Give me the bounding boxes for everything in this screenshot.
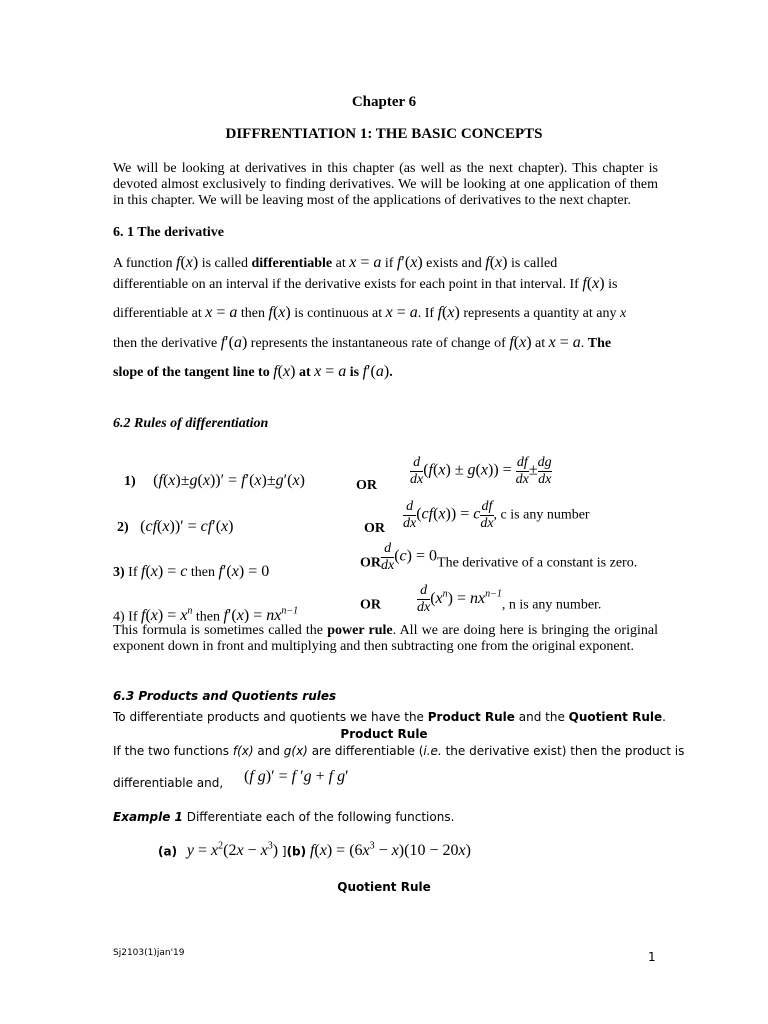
product-rule-line-1: If the two functions f(x) and g(x) are differentiable (i.e. the derivative exist) then the product is xyxy=(113,744,685,758)
rule-4-leibniz: OR $\frac{d}{dx}$ $(x^n) = nx^{n-1}$, n is any number. xyxy=(360,583,602,615)
rule-3-leibniz: OR $\frac{d}{dx}$ (c) = 0The derivative of a constant is zero. xyxy=(360,541,638,573)
derivative-line-3: differentiable at x = a then f(x) is continuous at x = a. If f(x) represents a quantity at any x xyxy=(113,304,627,321)
rule-2: 2) (cf(x))′ = cf′(x) xyxy=(117,518,234,535)
footer-code: Sj2103(1)jan'19 xyxy=(113,948,185,958)
derivative-line-4: then the derivative f′(a) represents the instantaneous rate of change of f(x) at x = a. The xyxy=(113,334,612,351)
chapter-label: Chapter 6 xyxy=(351,94,417,110)
section-heading-derivative: 6. 1 The derivative xyxy=(113,225,224,240)
chapter-title: DIFFRENTIATION 1: THE BASIC CONCEPTS xyxy=(225,126,543,142)
product-rule-formula: (f g)′ = f ′g + f g′ xyxy=(244,768,349,785)
rule-1-leibniz: $\frac{d}{dx}$ (f(x) ± g(x)) = $\frac{df}{dx}$ ± $\frac{dg}{dx}$ xyxy=(410,455,552,487)
example-1-line: Example 1 Differentiate each of the following functions. xyxy=(113,810,455,824)
product-rule-line-2: differentiable and, xyxy=(113,776,224,790)
products-intro: To differentiate products and quotients we have the Product Rule and the Quotient Rule. xyxy=(113,710,666,724)
rule-3: 3) If f(x) = c then f′(x) = 0 xyxy=(113,563,270,580)
derivative-line-2: differentiable on an interval if the derivative exists for each point in that interval. If f(x) is xyxy=(113,275,618,292)
rule-4: 4) If $f(x) = x^n$ then $f'(x) = nx^{n-1}$ xyxy=(113,606,299,625)
derivative-line-1: A function f(x) is called differentiable at x = a if f′(x) exists and f(x) is called xyxy=(113,254,558,271)
rule-1-or: OR xyxy=(356,478,377,493)
rule-2-leibniz: $\frac{d}{dx}$ (cf(x)) = c $\frac{df}{dx}$ , c is any number xyxy=(403,499,590,531)
quotient-rule-heading: Quotient Rule xyxy=(337,880,431,894)
page-number: 1 xyxy=(648,950,656,964)
intro-paragraph: We will be looking at derivatives in this chapter (as well as the next chapter). This chapter is devoted almost exclusively to finding derivatives. We will be looking at one application of them in this chapter. We will be leaving most of the applications of derivatives to the next chapter. xyxy=(113,161,658,208)
section-heading-rules: 6.2 Rules of differentiation xyxy=(113,416,269,431)
power-rule-paragraph: This formula is sometimes called the power rule. All we are doing here is bringing the original exponent down in front and multiplying and then subtracting one from the original exponent. xyxy=(113,623,658,654)
derivative-line-5: slope of the tangent line to f(x) at x = a is f′(a). xyxy=(113,363,393,380)
example-1-parts: (a) $y = x^2(2x - x^3)$ ](b) $f(x) = (6x^3 - x)(10 - 20x)$ xyxy=(158,841,471,860)
section-heading-products: 6.3 Products and Quotients rules xyxy=(113,689,337,703)
product-rule-heading: Product Rule xyxy=(340,727,428,741)
rule-2-or: OR xyxy=(364,521,385,536)
rule-1: 1) (f(x)±g(x))′ = f′(x)±g′(x) xyxy=(124,472,305,489)
